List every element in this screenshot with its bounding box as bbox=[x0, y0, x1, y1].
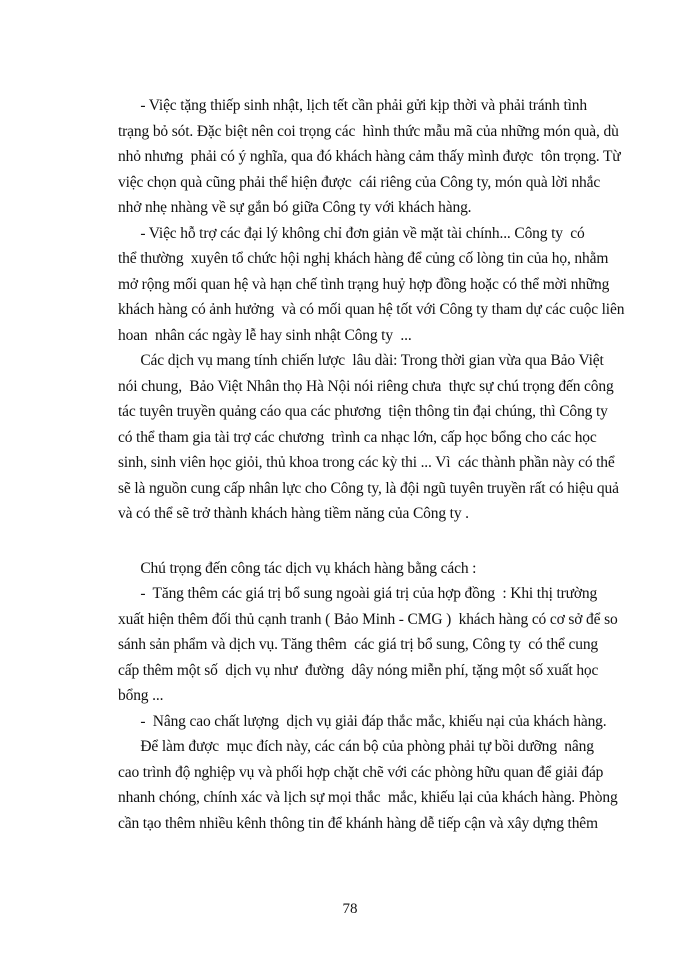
text-line: xuất hiện thêm đối thủ cạnh tranh ( Bảo Minh - CMG ) khách hàng có cơ sở để so bbox=[118, 610, 618, 628]
text-line: nhở nhẹ nhàng về sự gắn bó giữa Công ty với khách hàng. bbox=[118, 199, 472, 216]
text-line: bổng ... bbox=[118, 687, 164, 704]
text-line: nhỏ nhưng phải có ý nghĩa, qua đó khách hàng cảm thấy mình được tôn trọng. Từ bbox=[118, 148, 621, 165]
text-line: Các dịch vụ mang tính chiến lược lâu dài: Trong thời gian vừa qua Bảo Việt bbox=[118, 352, 604, 369]
text-line: trạng bỏ sót. Đặc biệt nên coi trọng các hình thức mẫu mã của những món quà, dù bbox=[118, 122, 619, 140]
text-line: khách hàng có ảnh hưởng và có mối quan hệ tốt với Công ty tham dự các cuộc liên bbox=[118, 301, 625, 318]
text-line: mở rộng mối quan hệ và hạn chế tình trạng huỷ hợp đồng hoặc có thể mời những bbox=[118, 275, 610, 293]
text-line: - Nâng cao chất lượng dịch vụ giải đáp thắc mắc, khiếu nại của khách hàng. bbox=[118, 712, 607, 730]
text-block-customer-care bbox=[118, 556, 618, 837]
text-line: sánh sản phẩm và dịch vụ. Tăng thêm các giá trị bổ sung, Công ty có thể cung bbox=[118, 636, 599, 653]
text-line: - Việc hỗ trợ các đại lý không chỉ đơn giản về mặt tài chính... Công ty có bbox=[118, 224, 585, 242]
text-line: cấp thêm một số dịch vụ như đường dây nóng miễn phí, tặng một số xuất học bbox=[118, 661, 599, 679]
text-line: Để làm được mục đích này, các cán bộ của phòng phải tự bồi dưỡng nâng bbox=[118, 738, 594, 755]
text-line: tác tuyên truyền quảng cáo qua các phương tiện thông tin đại chúng, thì Công ty bbox=[118, 403, 608, 420]
text-line: có thể tham gia tài trợ các chương trình ca nhạc lớn, cấp học bổng cho các học bbox=[118, 428, 597, 446]
text-line: - Việc tặng thiếp sinh nhật, lịch tết cần phải gửi kịp thời và phải tránh tình bbox=[118, 97, 587, 114]
text-line: - Tăng thêm các giá trị bổ sung ngoài giá trị của hợp đồng : Khi thị trường bbox=[118, 585, 598, 602]
text-line: sinh, sinh viên học giỏi, thủ khoa trong các kỳ thi ... Vì các thành phần này có thể bbox=[118, 454, 615, 471]
text-block-services bbox=[118, 93, 625, 527]
text-line: Chú trọng đến công tác dịch vụ khách hàng bằng cách : bbox=[118, 559, 477, 577]
text-line: cao trình độ nghiệp vụ và phối hợp chặt chẽ với các phòng hữu quan để giải đáp bbox=[118, 763, 604, 781]
text-line: sẽ là nguồn cung cấp nhân lực cho Công ty, là đội ngũ tuyên truyền rất có hiệu quả bbox=[118, 479, 619, 497]
text-line: và có thể sẽ trở thành khách hàng tiềm năng của Công ty . bbox=[118, 505, 469, 522]
text-line: việc chọn quà cũng phải thể hiện được cái riêng của Công ty, món quà lời nhắc bbox=[118, 173, 601, 191]
text-line: thể thường xuyên tổ chức hội nghị khách hàng để củng cố lòng tin của họ, nhằm bbox=[118, 250, 609, 267]
paragraph-gap bbox=[118, 527, 614, 556]
text-line: hoan nhân các ngày lễ hay sinh nhật Công ty ... bbox=[118, 326, 412, 344]
body-text bbox=[118, 93, 625, 836]
text-line: cần tạo thêm nhiều kênh thông tin để khánh hàng dễ tiếp cận và xây dựng thêm bbox=[118, 814, 598, 832]
page-number: 78 bbox=[342, 901, 358, 917]
text-line: nhanh chóng, chính xác và lịch sự mọi thắc mắc, khiếu lại của khách hàng. Phòng bbox=[118, 789, 618, 806]
text-line: nói chung, Bảo Việt Nhân thọ Hà Nội nói riêng chưa thực sự chú trọng đến công bbox=[118, 377, 614, 395]
